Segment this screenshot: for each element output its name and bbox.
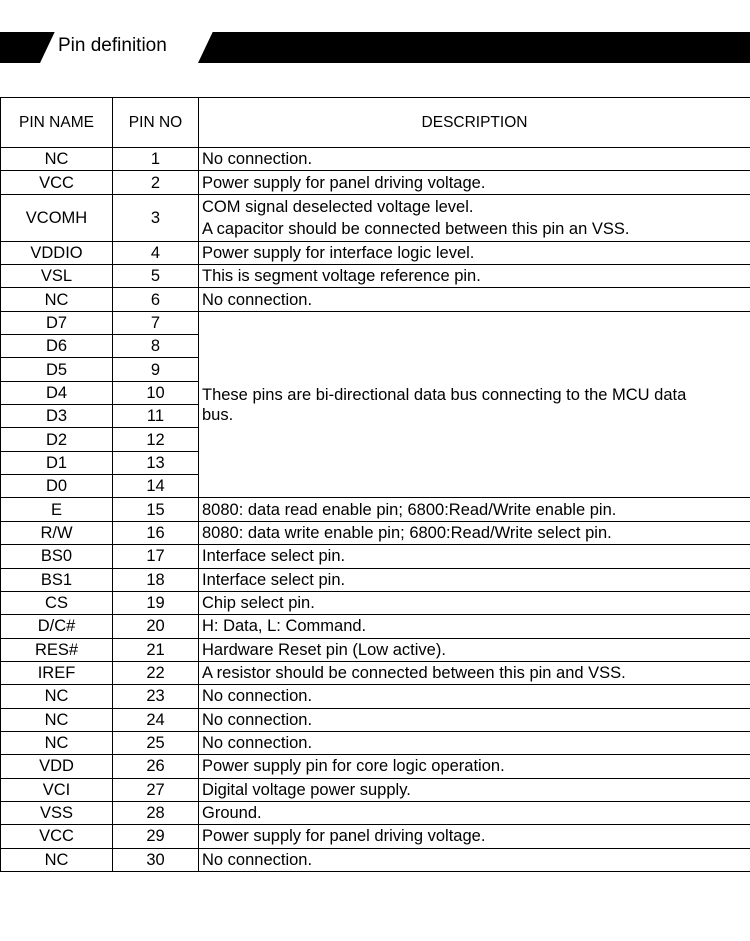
- description-cell: Ground.: [199, 801, 750, 824]
- description-cell: Power supply pin for core logic operation.: [199, 755, 750, 778]
- description-cell: No connection.: [199, 708, 750, 731]
- pin-name-cell: D4: [1, 381, 113, 404]
- description-cell: No connection.: [199, 848, 750, 871]
- pin-name-cell: NC: [1, 708, 113, 731]
- table-row: [1, 288, 750, 311]
- pin-no-cell: 18: [113, 568, 199, 591]
- table-row: [1, 311, 750, 334]
- pin-no-cell: 16: [113, 521, 199, 544]
- pin-name-cell: VCC: [1, 825, 113, 848]
- pin-name-cell: D3: [1, 405, 113, 428]
- table-row: [1, 685, 750, 708]
- pin-name-cell: D0: [1, 475, 113, 498]
- description-cell: COM signal deselected voltage level. A capacitor should be connected between this pin an VSS.: [199, 194, 750, 241]
- pin-name-cell: D2: [1, 428, 113, 451]
- description-cell: Interface select pin.: [199, 568, 750, 591]
- table-row: [1, 148, 750, 171]
- pin-no-cell: 6: [113, 288, 199, 311]
- pin-name-cell: D6: [1, 335, 113, 358]
- description-cell: No connection.: [199, 148, 750, 171]
- table-row: [1, 194, 750, 241]
- pin-no-cell: 23: [113, 685, 199, 708]
- pin-no-cell: 17: [113, 545, 199, 568]
- pin-name-cell: R/W: [1, 521, 113, 544]
- table-body: [1, 148, 750, 872]
- description-cell: A resistor should be connected between this pin and VSS.: [199, 661, 750, 684]
- table-row: [1, 661, 750, 684]
- description-cell: Interface select pin.: [199, 545, 750, 568]
- table-row: [1, 615, 750, 638]
- table-row: [1, 241, 750, 264]
- pin-name-cell: NC: [1, 288, 113, 311]
- table-row: [1, 568, 750, 591]
- description-cell: 8080: data write enable pin; 6800:Read/Write select pin.: [199, 521, 750, 544]
- table-row: [1, 731, 750, 754]
- description-cell: Power supply for panel driving voltage.: [199, 825, 750, 848]
- header-pin-no: PIN NO: [113, 98, 199, 148]
- pin-no-cell: 11: [113, 405, 199, 428]
- pin-name-cell: E: [1, 498, 113, 521]
- description-cell: Chip select pin.: [199, 591, 750, 614]
- pin-no-cell: 9: [113, 358, 199, 381]
- pin-name-cell: VSL: [1, 265, 113, 288]
- table-row: [1, 708, 750, 731]
- pin-name-cell: NC: [1, 848, 113, 871]
- pin-no-cell: 19: [113, 591, 199, 614]
- pin-name-cell: D7: [1, 311, 113, 334]
- pin-name-cell: VCOMH: [1, 194, 113, 241]
- header-pin-name: PIN NAME: [1, 98, 113, 148]
- pin-no-cell: 14: [113, 475, 199, 498]
- description-cell: Power supply for interface logic level.: [199, 241, 750, 264]
- pin-no-cell: 7: [113, 311, 199, 334]
- pin-name-cell: NC: [1, 685, 113, 708]
- pin-no-cell: 5: [113, 265, 199, 288]
- table-row: [1, 171, 750, 194]
- table-row: [1, 265, 750, 288]
- pin-no-cell: 12: [113, 428, 199, 451]
- table-row: [1, 825, 750, 848]
- pin-no-cell: 2: [113, 171, 199, 194]
- table-row: [1, 591, 750, 614]
- pin-name-cell: CS: [1, 591, 113, 614]
- description-cell: No connection.: [199, 685, 750, 708]
- pin-name-cell: D5: [1, 358, 113, 381]
- description-cell: Hardware Reset pin (Low active).: [199, 638, 750, 661]
- pin-no-cell: 29: [113, 825, 199, 848]
- pin-name-cell: D/C#: [1, 615, 113, 638]
- pin-name-cell: VDDIO: [1, 241, 113, 264]
- pin-name-cell: VCI: [1, 778, 113, 801]
- pin-no-cell: 25: [113, 731, 199, 754]
- pin-no-cell: 24: [113, 708, 199, 731]
- table-row: [1, 848, 750, 871]
- pin-no-cell: 22: [113, 661, 199, 684]
- pin-name-cell: IREF: [1, 661, 113, 684]
- pin-no-cell: 28: [113, 801, 199, 824]
- description-cell: 8080: data read enable pin; 6800:Read/Write enable pin.: [199, 498, 750, 521]
- table-row: [1, 755, 750, 778]
- table-row: [1, 521, 750, 544]
- pin-no-cell: 26: [113, 755, 199, 778]
- pin-definition-table: [0, 97, 750, 872]
- pin-name-cell: VDD: [1, 755, 113, 778]
- description-cell: No connection.: [199, 288, 750, 311]
- pin-name-cell: D1: [1, 451, 113, 474]
- pin-name-cell: NC: [1, 148, 113, 171]
- table-row: [1, 498, 750, 521]
- description-cell: Power supply for panel driving voltage.: [199, 171, 750, 194]
- pin-no-cell: 30: [113, 848, 199, 871]
- table-row: [1, 801, 750, 824]
- pin-name-cell: BS1: [1, 568, 113, 591]
- table-row: [1, 638, 750, 661]
- description-cell: No connection.: [199, 731, 750, 754]
- description-cell: H: Data, L: Command.: [199, 615, 750, 638]
- pin-name-cell: VCC: [1, 171, 113, 194]
- pin-name-cell: VSS: [1, 801, 113, 824]
- pin-no-cell: 21: [113, 638, 199, 661]
- pin-name-cell: NC: [1, 731, 113, 754]
- pin-no-cell: 10: [113, 381, 199, 404]
- pin-no-cell: 15: [113, 498, 199, 521]
- pin-no-cell: 3: [113, 194, 199, 241]
- pin-no-cell: 4: [113, 241, 199, 264]
- pin-name-cell: RES#: [1, 638, 113, 661]
- description-cell: Digital voltage power supply.: [199, 778, 750, 801]
- section-title: Pin definition: [58, 35, 167, 56]
- pin-no-cell: 13: [113, 451, 199, 474]
- description-cell: These pins are bi-directional data bus connecting to the MCU data bus.: [199, 311, 750, 498]
- pin-no-cell: 1: [113, 148, 199, 171]
- header-description: DESCRIPTION: [199, 98, 750, 148]
- table-header-row: [1, 98, 750, 148]
- table-row: [1, 778, 750, 801]
- pin-no-cell: 20: [113, 615, 199, 638]
- description-cell: This is segment voltage reference pin.: [199, 265, 750, 288]
- table-row: [1, 545, 750, 568]
- pin-no-cell: 8: [113, 335, 199, 358]
- pin-name-cell: BS0: [1, 545, 113, 568]
- pin-no-cell: 27: [113, 778, 199, 801]
